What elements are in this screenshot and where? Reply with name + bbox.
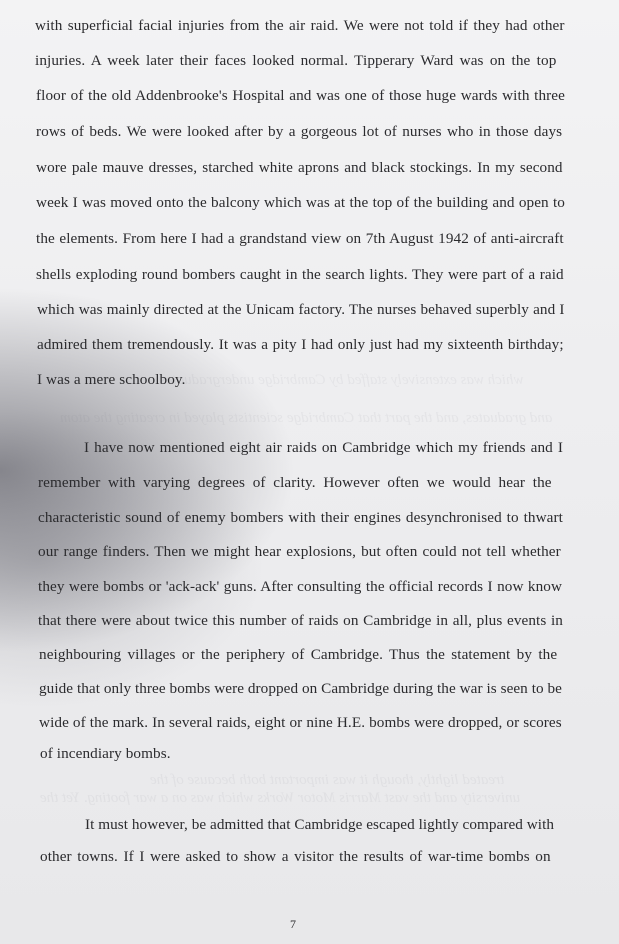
text-line: remember with varying degrees of clarity. However often we would hear the bbox=[38, 474, 552, 491]
bleed-through-text: which was extensively staffed by Cambridge undergraduates bbox=[160, 372, 524, 388]
bleed-through-text: university and the vast Marris Motor Works which was on a war footing. Yet the bbox=[40, 790, 521, 806]
text-line: wore pale mauve dresses, starched white aprons and black stockings. In my second bbox=[36, 159, 563, 176]
bleed-through-text: treated lightly, though it was important both because of the bbox=[150, 772, 505, 788]
text-line: characteristic sound of enemy bombers with their engines desynchronised to thwart bbox=[38, 509, 563, 526]
text-line: week I was moved onto the balcony which was at the top of the building and open to bbox=[36, 194, 565, 211]
text-line: other towns. If I were asked to show a visitor the results of war-time bombs on bbox=[40, 848, 551, 865]
text-line: the elements. From here I had a grandstand view on 7th August 1942 of anti-aircraft bbox=[36, 230, 564, 247]
text-line: floor of the old Addenbrooke's Hospital and was one of those huge wards with three bbox=[36, 87, 565, 104]
text-line: neighbouring villages or the periphery of Cambridge. Thus the statement by the bbox=[39, 646, 558, 663]
text-line: which was mainly directed at the Unicam factory. The nurses behaved superbly and I bbox=[37, 301, 565, 318]
page-number: 7 bbox=[290, 917, 296, 931]
text-line: of incendiary bombs. bbox=[40, 745, 171, 762]
text-line: wide of the mark. In several raids, eight or nine H.E. bombs were dropped, or scores bbox=[39, 714, 562, 731]
text-line: admired them tremendously. It was a pity I had only just had my sixteenth birthday; bbox=[37, 336, 564, 353]
text-line: I have now mentioned eight air raids on Cambridge which my friends and I bbox=[84, 439, 563, 456]
text-line: rows of beds. We were looked after by a gorgeous lot of nurses who in those days bbox=[36, 123, 563, 140]
text-line: injuries. A week later their faces looked normal. Tipperary Ward was on the top bbox=[35, 52, 557, 69]
text-line: I was a mere schoolboy. bbox=[37, 371, 186, 388]
text-line: that there were about twice this number of raids on Cambridge in all, plus events in bbox=[38, 612, 563, 629]
text-line: with superficial facial injuries from the air raid. We were not told if they had other bbox=[35, 17, 565, 34]
text-line: It must however, be admitted that Cambridge escaped lightly compared with bbox=[85, 816, 554, 833]
text-line: our range finders. Then we might hear explosions, but often could not tell whether bbox=[38, 543, 561, 560]
text-line: they were bombs or 'ack-ack' guns. After consulting the official records I now know bbox=[38, 578, 563, 595]
text-line: shells exploding round bombers caught in the search lights. They were part of a raid bbox=[36, 266, 564, 283]
text-line: guide that only three bombs were dropped on Cambridge during the war is seen to be bbox=[39, 680, 562, 697]
bleed-through-text: and graduates, and the part that Cambridge scientists played in creating the atom bbox=[60, 410, 553, 426]
